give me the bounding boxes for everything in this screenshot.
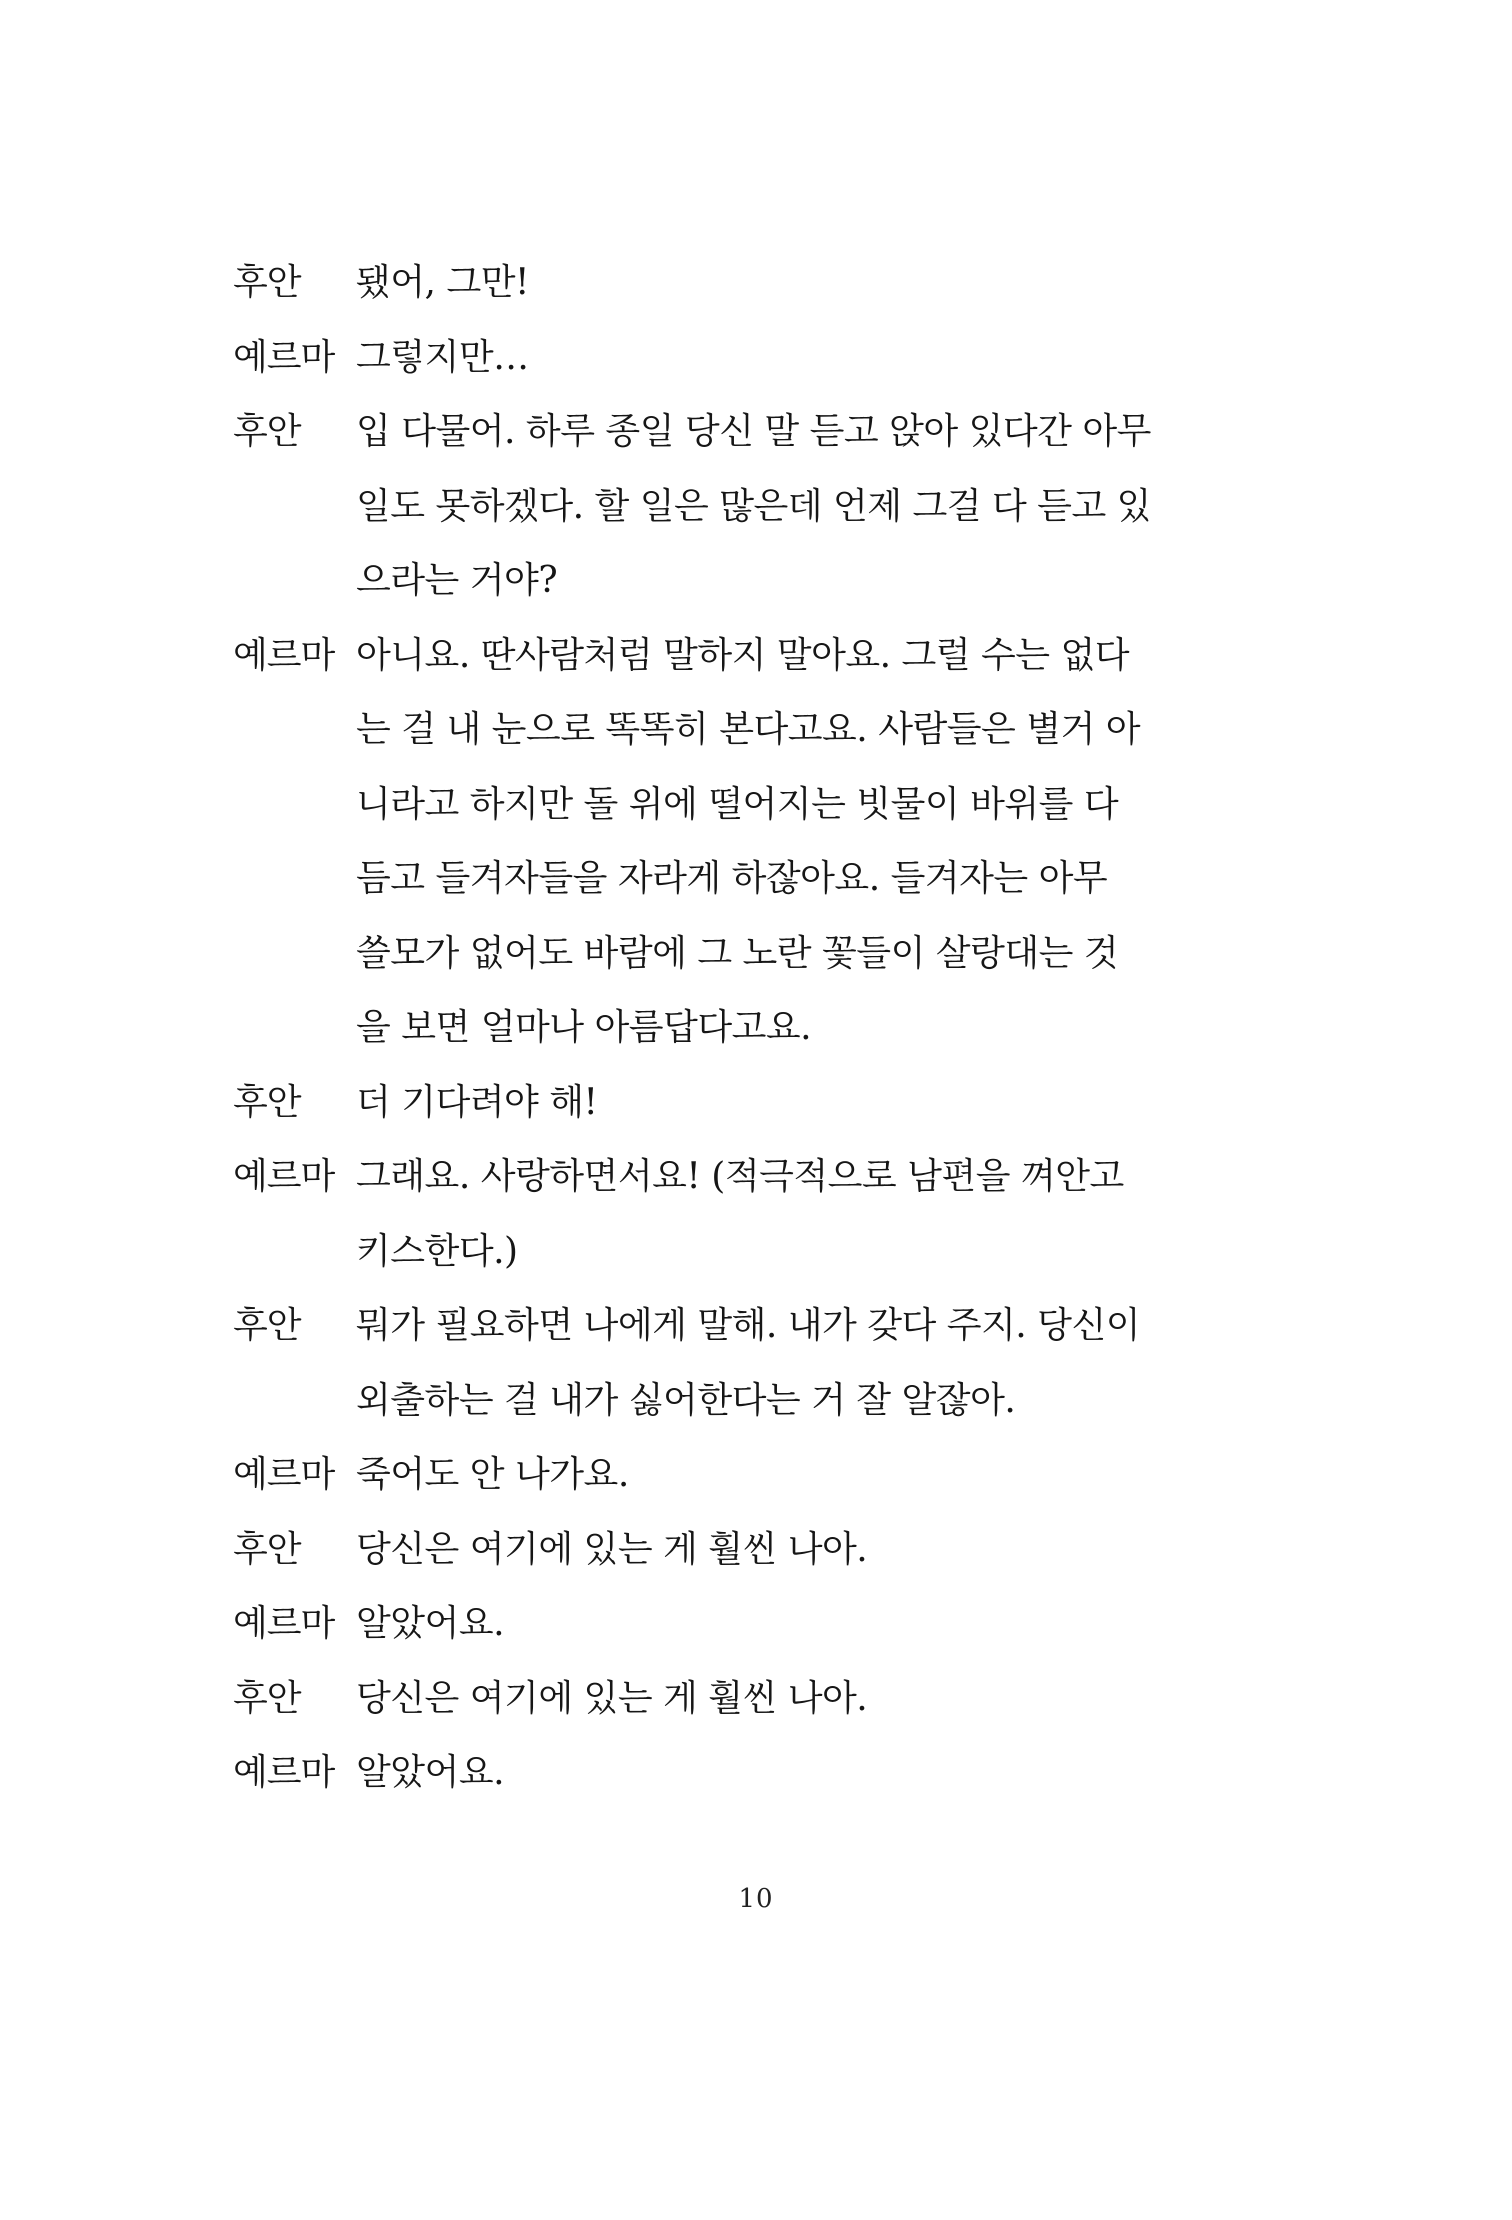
dialogue-entry — [233, 395, 1293, 619]
dialogue-text — [356, 321, 1293, 396]
dialogue-line: 쓸모가 없어도 바람에 그 노란 꽃들이 살랑대는 것 — [356, 932, 1119, 974]
dialogue-entry — [233, 246, 1293, 321]
speaker-name: 후안 — [233, 1081, 301, 1123]
dialogue-line: 듬고 들겨자들을 자라게 하잖아요. 들겨자는 아무 — [356, 858, 1108, 899]
dialogue-line: 됐어, 그만! — [356, 262, 529, 303]
speaker-name: 예르마 — [233, 1752, 335, 1793]
speaker-name: 후안 — [233, 1305, 301, 1346]
dialogue-text — [356, 1587, 1293, 1662]
play-script — [233, 246, 1293, 1811]
speaker-name: 후안 — [233, 411, 301, 452]
dialogue-line: 는 걸 내 눈으로 똑똑히 본다고요. 사람들은 별거 아 — [356, 709, 1141, 750]
page-number: 10 — [738, 1884, 774, 1914]
dialogue-entry — [233, 1066, 1293, 1141]
dialogue-text — [356, 1140, 1293, 1289]
dialogue-line: 당신은 여기에 있는 게 훨씬 나아. — [356, 1677, 868, 1719]
dialogue-entry — [233, 619, 1293, 1066]
dialogue-line: 외출하는 걸 내가 싫어한다는 거 잘 알잖아. — [356, 1379, 1016, 1421]
speaker-name: 후안 — [233, 262, 301, 303]
dialogue-text — [356, 1513, 1293, 1588]
dialogue-line: 알았어요. — [356, 1752, 505, 1793]
dialogue-text — [356, 1438, 1293, 1513]
speaker-name: 후안 — [233, 1528, 301, 1570]
dialogue-entry — [233, 321, 1293, 396]
dialogue-line: 입 다물어. 하루 종일 당신 말 듣고 앉아 있다간 아무 — [356, 411, 1151, 452]
dialogue-text — [356, 1736, 1293, 1811]
speaker-name: 예르마 — [233, 1454, 335, 1495]
dialogue-entry — [233, 1438, 1293, 1513]
dialogue-line: 아니요. 딴사람처럼 말하지 말아요. 그럴 수는 없다 — [356, 634, 1130, 676]
dialogue-text — [356, 619, 1293, 1066]
speaker-name: 예르마 — [233, 1603, 335, 1644]
dialogue-text — [356, 1662, 1293, 1737]
dialogue-line: 죽어도 안 나가요. — [356, 1454, 629, 1495]
dialogue-entry — [233, 1289, 1293, 1438]
speaker-name: 예르마 — [233, 634, 335, 676]
dialogue-line: 일도 못하겠다. 할 일은 많은데 언제 그걸 다 듣고 있 — [356, 485, 1151, 527]
speaker-name: 후안 — [233, 1677, 301, 1719]
dialogue-entry — [233, 1736, 1293, 1811]
dialogue-line: 니라고 하지만 돌 위에 떨어지는 빗물이 바위를 다 — [356, 783, 1119, 825]
dialogue-entry — [233, 1140, 1293, 1289]
speaker-name: 예르마 — [233, 336, 335, 378]
dialogue-line: 을 보면 얼마나 아름답다고요. — [356, 1007, 812, 1048]
dialogue-text — [356, 395, 1293, 619]
dialogue-entry — [233, 1662, 1293, 1737]
dialogue-text — [356, 1289, 1293, 1438]
dialogue-line: 뭐가 필요하면 나에게 말해. 내가 갖다 주지. 당신이 — [356, 1305, 1141, 1346]
dialogue-entry — [233, 1513, 1293, 1588]
dialogue-entry — [233, 1587, 1293, 1662]
dialogue-line: 당신은 여기에 있는 게 훨씬 나아. — [356, 1528, 868, 1570]
dialogue-line: 그래요. 사랑하면서요! (적극적으로 남편을 껴안고 — [356, 1156, 1124, 1197]
speaker-name: 예르마 — [233, 1156, 335, 1197]
dialogue-text — [356, 246, 1293, 321]
dialogue-line: 더 기다려야 해! — [356, 1081, 598, 1123]
dialogue-line: 키스한다.) — [356, 1230, 518, 1272]
dialogue-text — [356, 1066, 1293, 1141]
dialogue-line: 알았어요. — [356, 1603, 505, 1644]
dialogue-line: 으라는 거야? — [356, 560, 558, 601]
dialogue-line: 그렇지만… — [356, 336, 529, 378]
